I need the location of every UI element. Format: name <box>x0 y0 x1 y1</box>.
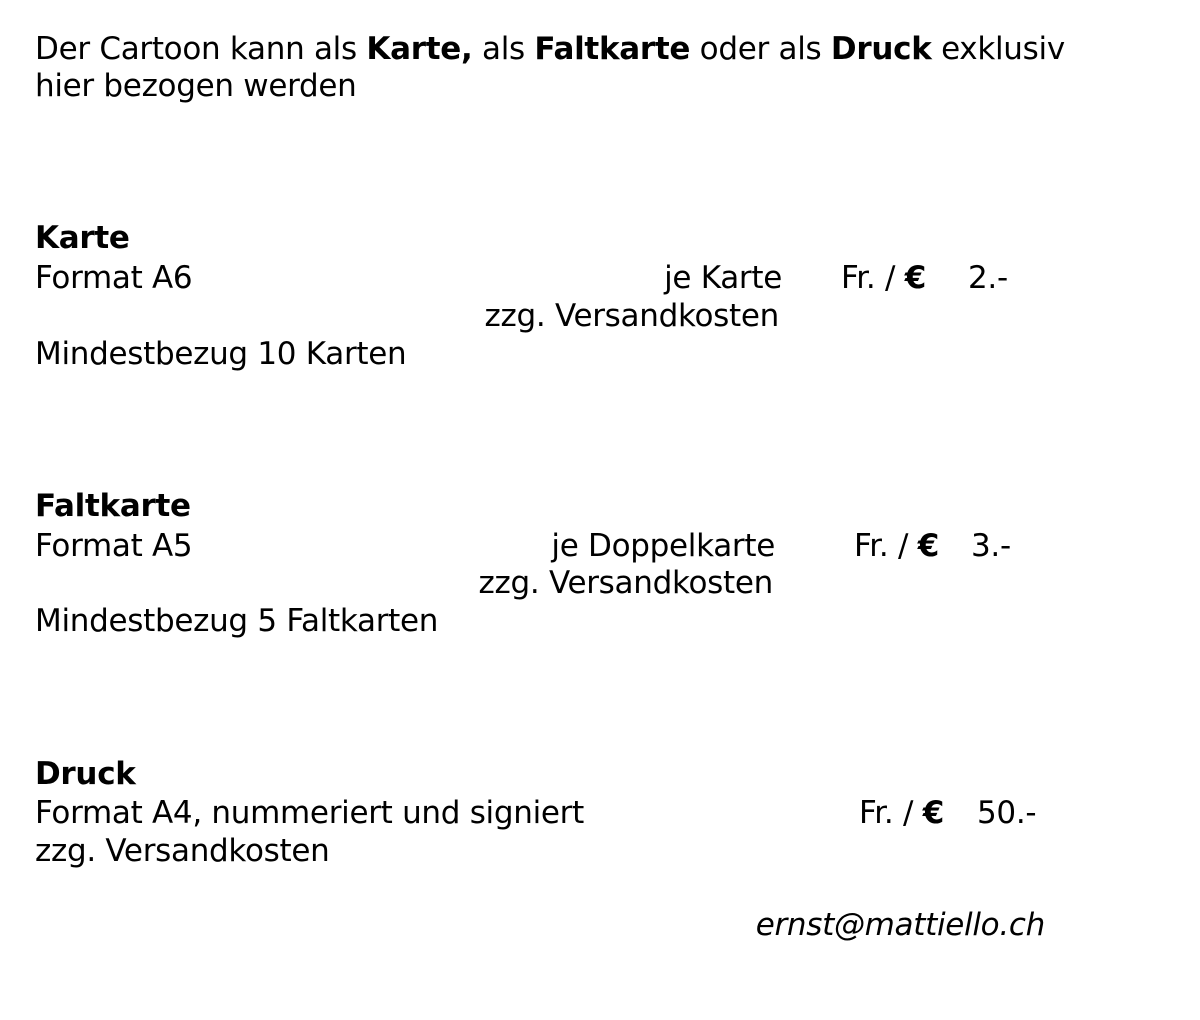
intro-text: Der Cartoon kann als <box>35 31 367 67</box>
faltkarte-shipping: zzg. Versandkosten <box>478 565 773 601</box>
intro-text: oder als <box>690 31 831 67</box>
intro-faltkarte: Faltkarte <box>534 31 691 67</box>
currency-label: Fr. / <box>854 528 918 564</box>
faltkarte-heading: Faltkarte <box>35 488 191 524</box>
karte-minimum: Mindestbezug 10 Karten <box>35 336 407 372</box>
euro-symbol: € <box>922 795 944 831</box>
faltkarte-price: 3.- <box>971 528 1011 564</box>
druck-price: 50.- <box>977 795 1037 831</box>
currency-label: Fr. / <box>859 795 923 831</box>
druck-currency <box>859 794 944 832</box>
intro-karte: Karte, <box>366 31 473 67</box>
contact-email[interactable]: ernst@mattiello.ch <box>755 907 1045 943</box>
karte-unit: je Karte <box>664 260 782 296</box>
intro-text: exklusiv <box>931 31 1065 67</box>
euro-symbol: € <box>917 528 939 564</box>
intro-line-2: hier bezogen werden <box>35 68 357 104</box>
druck-shipping: zzg. Versandkosten <box>35 833 330 869</box>
karte-currency <box>841 259 926 297</box>
faltkarte-format: Format A5 <box>35 528 193 564</box>
intro-druck: Druck <box>830 31 932 67</box>
intro-text: als <box>472 31 535 67</box>
faltkarte-minimum: Mindestbezug 5 Faltkarten <box>35 603 439 639</box>
druck-format: Format A4, nummeriert und signiert <box>35 795 584 831</box>
intro-line-1 <box>35 30 1065 68</box>
karte-heading: Karte <box>35 220 130 256</box>
druck-heading: Druck <box>35 756 136 792</box>
faltkarte-unit: je Doppelkarte <box>551 528 775 564</box>
karte-format: Format A6 <box>35 260 193 296</box>
currency-label: Fr. / <box>841 260 905 296</box>
karte-shipping: zzg. Versandkosten <box>484 298 779 334</box>
faltkarte-currency <box>854 527 939 565</box>
karte-price: 2.- <box>968 260 1008 296</box>
euro-symbol: € <box>904 260 926 296</box>
